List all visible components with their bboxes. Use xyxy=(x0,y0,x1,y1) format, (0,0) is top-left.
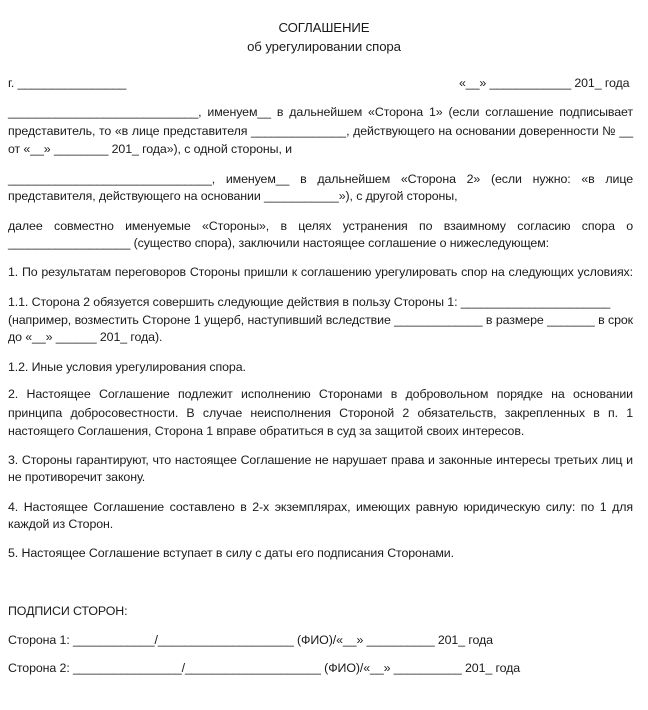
clause-1-1-line: до «__» ______ 201_ года). xyxy=(8,330,163,344)
city-field: г. ________________ xyxy=(8,76,127,90)
clause-5: 5. Настоящее Соглашение вступает в силу с даты его подписания Сторонами. xyxy=(8,546,454,560)
clause-2-line: 2. Настоящее Соглашение подлежит исполнению Сторонами в добровольном порядке на основании xyxy=(8,387,633,401)
party2-line: ______________________________, именуем__ в дальнейшем «Сторона 2» (если нужно: «в лице xyxy=(8,172,633,186)
clause-4-line: каждой из Сторон. xyxy=(8,517,114,531)
intro-line: далее совместно именуемые «Стороны», в целях устранения по взаимному согласию спора о xyxy=(8,219,633,233)
document-title: СОГЛАШЕНИЕ xyxy=(278,20,370,35)
clause-1-1-line: (например, возместить Стороне 1 ущерб, наступивший вследствие _____________ в размере _______ в срок xyxy=(8,313,633,327)
date-field: «__» ____________ 201_ года xyxy=(459,76,630,90)
clause-2-line: принципа добросовестности. В случае неисполнения Стороной 2 обязательств, закрепленных в п. 1 xyxy=(8,406,633,420)
document-subtitle: об урегулировании спора xyxy=(247,39,401,54)
clause-1-1-line: 1.1. Сторона 2 обязуется совершить следующие действия в пользу Стороны 1: ______________________ xyxy=(8,295,611,309)
party1-line: ____________________________, именуем__ в дальнейшем «Сторона 1» (если соглашение подписывает xyxy=(8,105,633,119)
party1-line: представитель, то «в лице представителя ______________, действующего на основании доверенности № __ xyxy=(8,124,633,138)
signatures-heading: ПОДПИСИ СТОРОН: xyxy=(8,604,128,618)
intro-line: __________________ (существо спора), заключили настоящее соглашение о нижеследующем: xyxy=(8,236,549,250)
signature-party1: Сторона 1: ____________/____________________ (ФИО)/«__» __________ 201_ года xyxy=(8,633,493,647)
clause-1-2: 1.2. Иные условия урегулирования спора. xyxy=(8,360,246,374)
clause-4-line: 4. Настоящее Соглашение составлено в 2-х экземплярах, имеющих равную юридическую силу: по 1 для xyxy=(8,500,633,514)
clause-3-line: не противоречит закону. xyxy=(8,470,146,484)
signature-party2: Сторона 2: ________________/____________________ (ФИО)/«__» __________ 201_ года xyxy=(8,661,521,675)
clause-2-line: настоящего Соглашения, Сторона 1 вправе обратиться в суд за защитой своих интересов. xyxy=(8,424,525,438)
party1-line: от «__» ________ 201_ года»), с одной стороны, и xyxy=(8,142,292,156)
party2-line: представителя, действующего на основании ___________»), с другой стороны, xyxy=(8,189,458,203)
clause-3-line: 3. Стороны гарантируют, что настоящее Соглашение не нарушает права и законные интересы третьих лиц и xyxy=(8,453,633,467)
clause-1: 1. По результатам переговоров Стороны пришли к соглашению урегулировать спор на следующих условиях: xyxy=(8,265,633,279)
